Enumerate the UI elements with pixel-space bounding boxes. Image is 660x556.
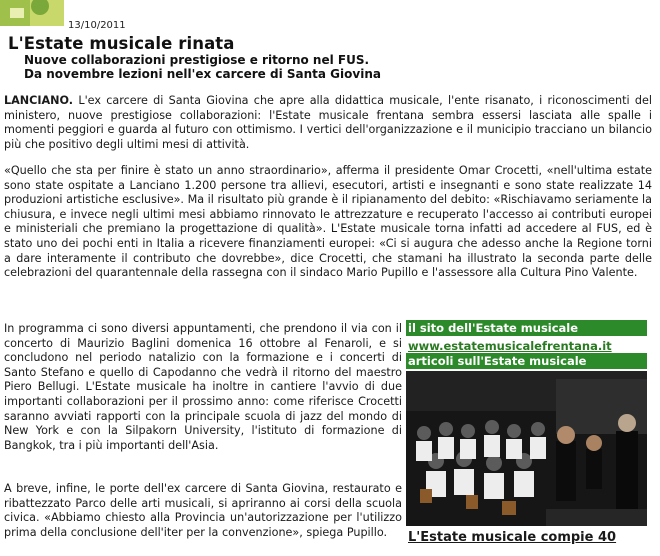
orchestra-photo[interactable]: [406, 371, 647, 526]
article-subtitle-second: Da novembre lezioni nell'ex carcere di Santa Giovina: [24, 67, 381, 81]
sidebar-header-site: il sito dell'Estate musicale: [406, 320, 647, 336]
related-sidebar: [406, 320, 647, 545]
dateline: LANCIANO.: [4, 94, 74, 107]
sidebar-link-row: [406, 336, 647, 353]
article-date: 13/10/2011: [68, 20, 126, 31]
article-subtitle: Nuove collaborazioni prestigiose e ritorno nel FUS.: [24, 53, 370, 67]
paragraph-program: In programma ci sono diversi appuntamenti, che prendono il via con il concerto di Maurizio Baglini domenica 16 ottobre al Fenaroli, e si concludono nel periodo natalizio con la formazione e i concerti di Santo Stefano e quello di Capodanno che vedrà il ritorno del maestro Piero Bellugi. L'Estate musicale ha inoltre in cantiere l'avvio di due importanti collaborazioni per il prossimo anno: come riferisce Crocetti saranno avviati rapporti con la principale scuola di jazz del mondo di New York e con la Silpakorn University, l'istituto di formazione di Bangkok, tra i più importanti dell'Asia.: [4, 322, 402, 452]
paragraph-intro-text: L'ex carcere di Santa Giovina che apre alla didattica musicale, l'ente risanato, i riconoscimenti del ministero, nuove prestigiose collaborazioni: l'Estate musicale frentana sembra essersi lasciata alle spalle i momenti peggiori e guarda al futuro con ottimismo. I vertici dell'organizzazione e il municipio tracciano un bilancio più che positivo degli ultimi mesi di attività.: [4, 94, 652, 151]
site-link[interactable]: www.estatemusicalefrentana.it: [408, 339, 612, 353]
sidebar-header-articles: articoli sull'Estate musicale: [406, 353, 647, 369]
article-caption-link[interactable]: L'Estate musicale compie 40: [408, 530, 617, 545]
paragraph-closing: A breve, infine, le porte dell'ex carcere di Santa Giovina, restaurato e ribattezzato Parco delle arti musicali, si apriranno ai corsi della scuola civica. «Abbiamo chiesto alla Provincia un'autorizzazione per l'utilizzo prima della conclusione dell'iter per la convenzione», spiega Pupillo.: [4, 482, 402, 539]
newspaper-logo: [0, 0, 64, 26]
paragraph-intro: [4, 94, 652, 152]
article-title: L'Estate musicale rinata: [8, 34, 235, 53]
paragraph-quote: «Quello che sta per finire è stato un anno straordinario», afferma il presidente Omar Crocetti, «nell'ultima estate sono state ospitate a Lanciano 1.200 persone tra allievi, esecutori, artisti e insegnanti e sono state realizzate 14 produzioni artistiche esclusive». Ma il risultato più grande è il ripianamento del debito: «Rischiavamo seriamente la chiusura, e invece negli ultimi mesi abbiamo rinnovato le attrezzature e recuperato l'accesso ai contributi europei e ministeriali che premiano la progettazione di qualità». L'Estate musicale torna infatti ad accedere al FUS, ed è stato uno dei pochi enti in Italia a ricevere finanziamenti europei: «Ci si augura che adesso anche la Regione torni a dare interamente il contributo che dovrebbe», dice Crocetti, che stamani ha illustrato la seconda parte delle celebrazioni del quarantennale della rassegna con il sindaco Mario Pupillo e l'assessore alla Cultura Pino Valente.: [4, 164, 652, 280]
